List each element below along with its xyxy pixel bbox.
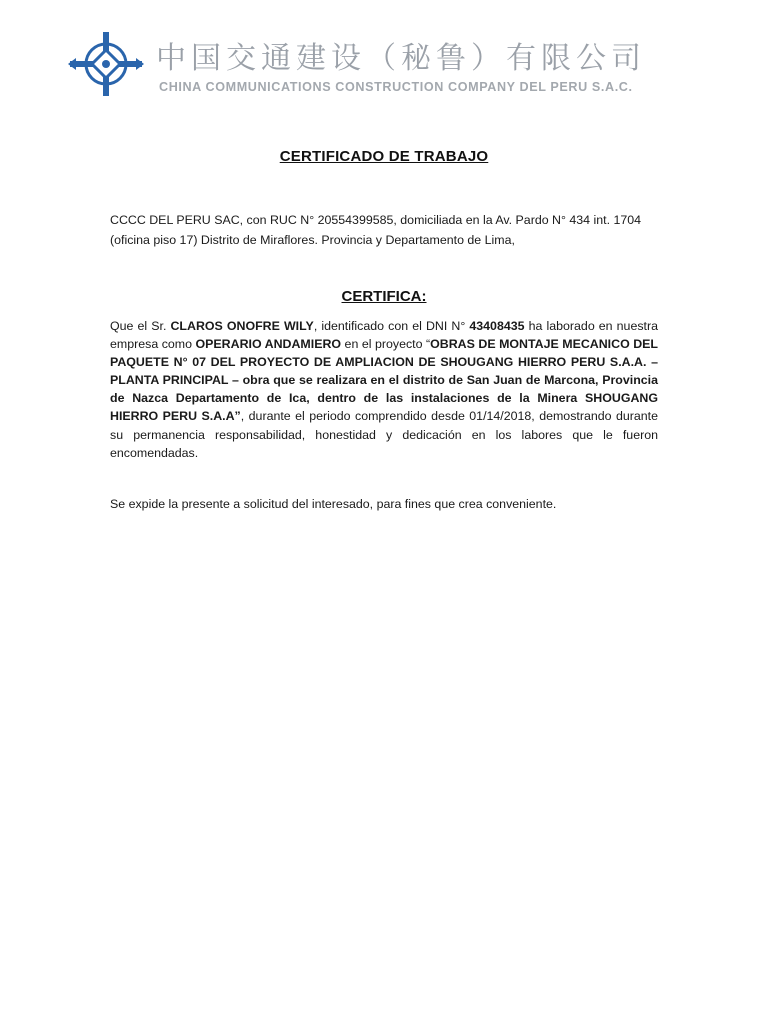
body-text-2: , identificado con el DNI N° bbox=[313, 319, 470, 333]
project-description: OBRAS DE MONTAJE MECANICO DEL PAQUETE N° 07 DEL PROYECTO DE AMPLIACION DE SHOUGANG HIERRO PERU S.A.A. – PLANTA PRINCIPAL – obra que se realizara en el distrito de San Juan de Marcona, Provincia de Nazca Departamento de Ica, dentro de las instalaciones de la Minera SHOUGANG HIERRO PERU S.A.A” bbox=[110, 337, 658, 424]
body-text-4: en el proyecto “ bbox=[341, 337, 431, 352]
company-name-cn: 中国交通建设（秘鲁）有限公司 bbox=[156, 41, 646, 76]
body-text-5: , durante el periodo comprendido desde 01/14/2018, demostrando durante su permanencia responsabilidad, honestidad y dedicación en los labores que le fueron encomendadas. bbox=[110, 409, 658, 460]
body-text-3: ha laborado en nuestra empresa como bbox=[110, 319, 658, 352]
certification-paragraph bbox=[110, 317, 658, 462]
body-text-1: Que el Sr. bbox=[110, 319, 171, 333]
worker-name: CLAROS ONOFRE WILY bbox=[170, 319, 314, 333]
document-title: CERTIFICADO DE TRABAJO bbox=[279, 148, 489, 165]
intro-paragraph bbox=[110, 210, 670, 250]
company-name-en: CHINA COMMUNICATIONS CONSTRUCTION COMPANY DEL PERU S.A.C. bbox=[159, 80, 633, 94]
certifica-heading: CERTIFICA: bbox=[341, 288, 427, 305]
letterhead bbox=[66, 30, 706, 100]
cccc-logo-icon bbox=[66, 30, 146, 98]
closing-statement: Se expide la presente a solicitud del interesado, para fines que crea conveniente. bbox=[110, 497, 557, 511]
intro-text: CCCC DEL PERU SAC, con RUC N° 20554399585, domiciliada en la Av. Pardo N° 434 int. 1704 (oficina piso 17) Distrito de Miraflores. Provincia y Departamento de Lima, bbox=[110, 213, 642, 247]
job-position: OPERARIO ANDAMIERO bbox=[195, 337, 342, 352]
dni-number: 43408435 bbox=[469, 319, 525, 333]
